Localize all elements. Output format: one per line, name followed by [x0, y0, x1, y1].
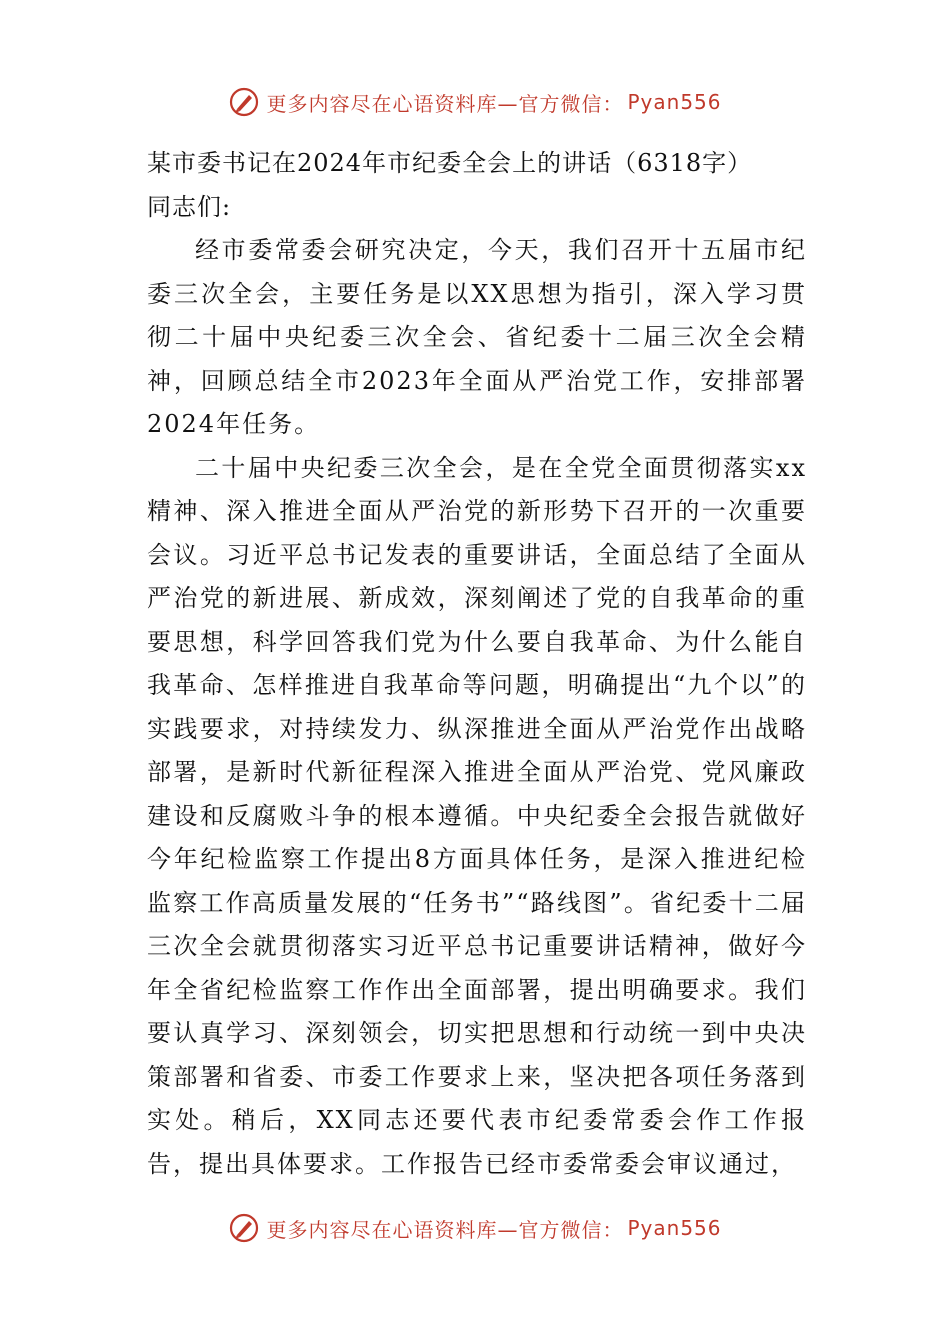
paragraph-1: 经市委常委会研究决定，今天，我们召开十五届市纪委三次全会，主要任务是以XX思想为指引，深入学习贯彻二十届中央纪委三次全会、省纪委十二届三次全会精神，回顾总结全市2023年全面从严治党工作，安排部署2024年任务。: [147, 236, 807, 438]
salutation: 同志们:: [147, 192, 232, 221]
watermark-footer: [0, 1212, 950, 1244]
watermark-text: 更多内容尽在心语资料库—官方微信：: [266, 91, 624, 116]
document-title: 某市委书记在2024年市纪委全会上的讲话（6318字）: [147, 149, 753, 177]
watermark-header: [0, 86, 950, 118]
watermark-wechat-id: Pyan556: [627, 90, 722, 114]
watermark-wechat-id: Pyan556: [627, 1216, 722, 1240]
paragraph-2: 二十届中央纪委三次全会，是在全党全面贯彻落实xx精神、深入推进全面从严治党的新形势下召开的一次重要会议。习近平总书记发表的重要讲话，全面总结了全面从严治党的新进展、新成效，深刻阐述了党的自我革命的重要思想，科学回答我们党为什么要自我革命、为什么能自我革命、怎样推进自我革命等问题，明确提出“九个以”的实践要求，对持续发力、纵深推进全面从严治党作出战略部署，是新时代新征程深入推进全面从严治党、党风廉政建设和反腐败斗争的根本遵循。中央纪委全会报告就做好今年纪检监察工作提出8方面具体任务，是深入推进纪检监察工作高质量发展的“任务书”“路线图”。省纪委十二届三次全会就贯彻落实习近平总书记重要讲话精神，做好今年全省纪检监察工作作出全面部署，提出明确要求。我们要认真学习、深刻领会，切实把思想和行动统一到中央决策部署和省委、市委工作要求上来，坚决把各项任务落到实处。稍后，XX同志还要代表市纪委常委会作工作报告，提出具体要求。工作报告已经市委常委会审议通过，: [147, 453, 807, 1178]
document-body: [147, 142, 807, 1186]
watermark-text: 更多内容尽在心语资料库—官方微信：: [266, 1217, 624, 1242]
pen-logo-icon: [228, 1212, 260, 1244]
pen-logo-icon: [228, 86, 260, 118]
